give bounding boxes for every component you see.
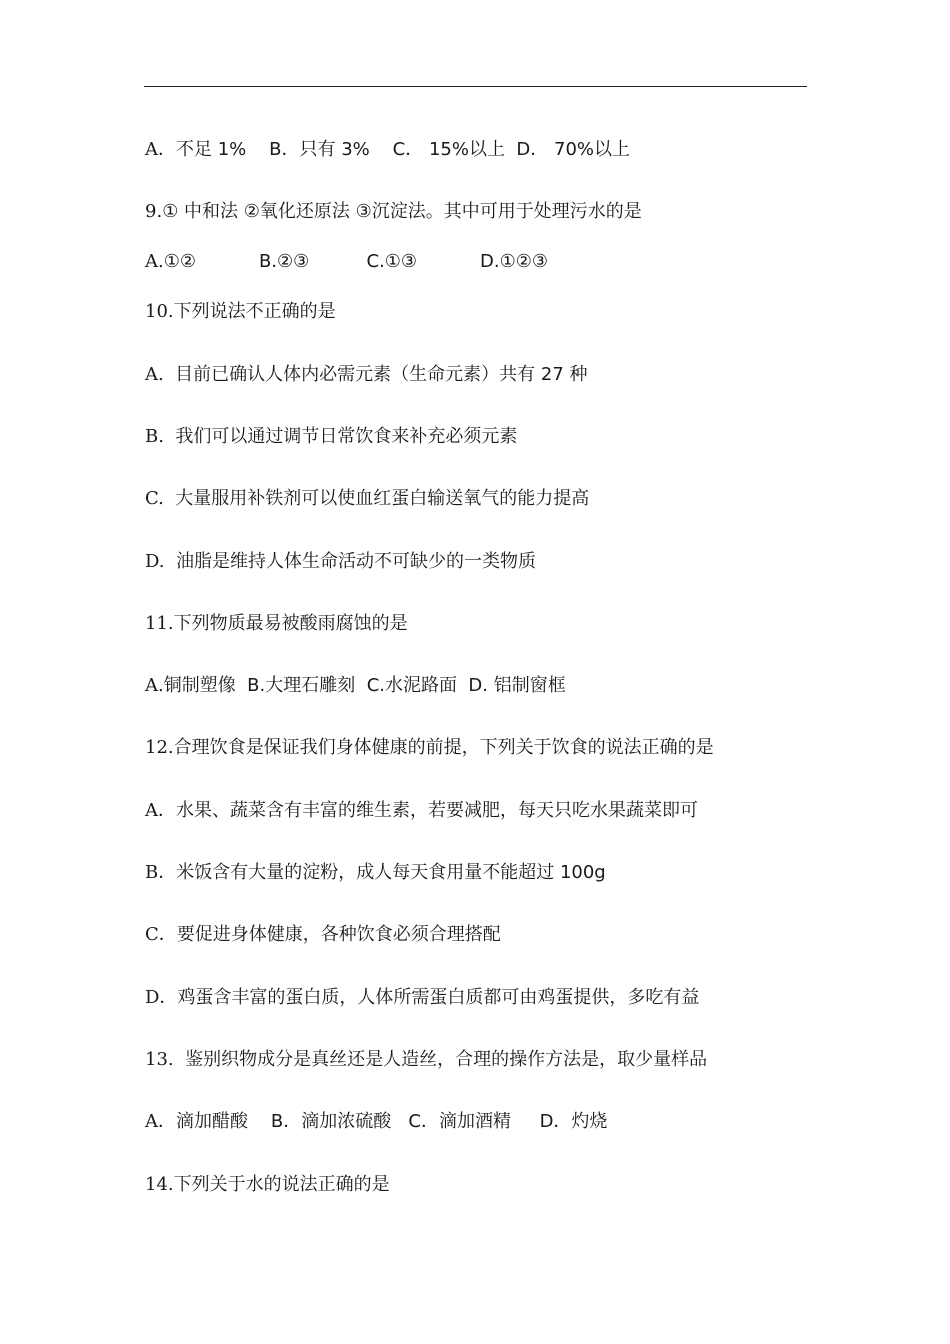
option-letter: C． [145, 924, 177, 945]
question-number: 13. [145, 1049, 186, 1070]
question-14-stem [145, 1172, 390, 1198]
option-letter: A． [145, 800, 176, 821]
option-letter: A. [145, 364, 176, 385]
option-text: 目前已确认人体内必需元素（生命元素）共有 27 种 [175, 364, 588, 385]
question-13-stem [145, 1047, 707, 1073]
question-number: 12. [145, 737, 174, 758]
line-prefix: A． [145, 139, 176, 160]
option-letter: C. [145, 488, 176, 509]
option-letter: D． [145, 987, 178, 1008]
question-12-option-b [145, 860, 606, 886]
question-10-stem [145, 299, 336, 325]
line-text: 滴加醋酸 B．滴加浓硫酸 C．滴加酒精 D．灼烧 [176, 1111, 608, 1132]
option-letter: B． [145, 862, 177, 883]
question-number: 11. [145, 613, 174, 634]
question-12-stem [145, 735, 714, 761]
question-12-option-a [145, 798, 698, 824]
question-9-options [145, 249, 548, 275]
option-text: 水果、蔬菜含有丰富的维生素，若要减肥，每天只吃水果蔬菜即可 [176, 800, 698, 821]
line-text: 铜制塑像 B.大理石雕刻 C.水泥路面 D. 铝制窗框 [163, 675, 566, 696]
question-10-option-d [145, 549, 536, 575]
question-number: 10. [145, 301, 174, 322]
question-text: 合理饮食是保证我们身体健康的前提，下列关于饮食的说法正确的是 [173, 737, 714, 758]
question-13-options [145, 1109, 607, 1135]
question-11-options [145, 673, 566, 699]
question-10-option-a [145, 362, 588, 388]
question-text: 下列物质最易被酸雨腐蚀的是 [173, 613, 408, 634]
option-text: 油脂是维持人体生命活动不可缺少的一类物质 [175, 551, 536, 572]
question-text: 下列说法不正确的是 [173, 301, 336, 322]
question-text: 下列关于水的说法正确的是 [173, 1174, 390, 1195]
header-rule [144, 86, 807, 87]
line-prefix: A. [145, 675, 164, 696]
line-prefix: A． [145, 1111, 176, 1132]
line-prefix: A. [145, 251, 164, 272]
question-12-option-d [145, 985, 699, 1011]
option-text: 米饭含有大量的淀粉，成人每天食用量不能超过 100g [176, 862, 606, 883]
question-12-option-c [145, 922, 501, 948]
question-9-stem [145, 199, 642, 225]
question-number: 14. [145, 1174, 174, 1195]
question-text: ① 中和法 ②氧化还原法 ③沉淀法。其中可用于处理污水的是 [162, 201, 642, 222]
question-11-stem [145, 611, 408, 637]
line-text: ①② B.②③ C.①③ D.①②③ [163, 251, 549, 272]
option-text: 大量服用补铁剂可以使血红蛋白输送氧气的能力提高 [175, 488, 590, 509]
option-text: 鸡蛋含丰富的蛋白质，人体所需蛋白质都可由鸡蛋提供，多吃有益 [177, 987, 700, 1008]
line-text: 不足 1% B．只有 3% C． 15%以上 D． 70%以上 [176, 139, 631, 160]
question-10-option-b [145, 424, 517, 450]
question-8-options [145, 137, 630, 163]
question-text: 鉴别织物成分是真丝还是人造丝，合理的操作方法是，取少量样品 [185, 1049, 708, 1070]
option-text: 我们可以通过调节日常饮食来补充必须元素 [175, 426, 518, 447]
question-10-option-c [145, 486, 589, 512]
option-letter: D. [145, 551, 176, 572]
option-letter: B. [145, 426, 176, 447]
option-text: 要促进身体健康，各种饮食必须合理搭配 [176, 924, 501, 945]
question-number: 9. [145, 201, 163, 222]
